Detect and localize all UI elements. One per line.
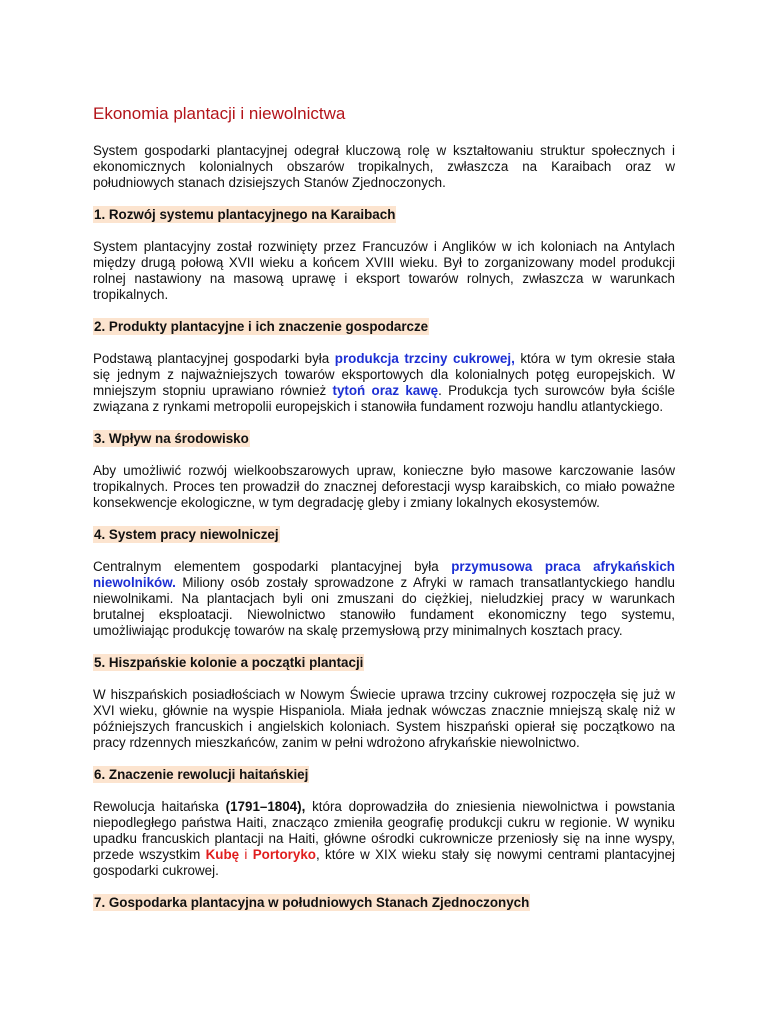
section-6-text-2: która doprowadziła do zniesienia niewolnictwa i powstania niepodległego państwa Haiti, znacząco zmieniła geografię produkcji cukru w regionie. W wyniku upadku francuskich plantacji na Haiti, główne ośrodki cukrownicze przeniosły się na inne wyspy, przede wszystkim — [93, 799, 675, 862]
section-4-text-2: Miliony osób zostały sprowadzone z Afryki w ramach transatlantyckiego handlu niewolnikami. Na plantacjach byli oni zmuszani do ciężkiej, nieludzkiej pracy w warunkach brutalnej eksploatacji. Niewolnictwo stanowiło fundament ekonomiczny tego systemu, umożliwiając produkcję towarów na skalę przemysłową przy minimalnych kosztach pracy. — [93, 575, 675, 638]
section-6-highlight-separator: i — [239, 847, 253, 862]
document-title: Ekonomia plantacji i niewolnictwa — [93, 104, 346, 123]
section-2-text-3: . Produkcja tych surowców była ściśle związana z rynkami metropolii europejskich i stanowiła fundament rozwoju handlu atlantyckiego. — [93, 383, 675, 414]
section-4-paragraph — [93, 559, 675, 639]
section-6-heading: 6. Znaczenie rewolucji haitańskiej — [94, 767, 309, 782]
section-4-text-1: Centralnym elementem gospodarki plantacyjnej była — [93, 559, 452, 574]
section-6-paragraph — [93, 799, 675, 879]
section-3-heading-row — [93, 431, 675, 447]
section-6-dates: (1791–1804), — [225, 799, 306, 814]
section-1-paragraph: System plantacyjny został rozwinięty przez Francuzów i Anglików w ich koloniach na Antylach między drugą połową XVII wieku a końcem XVIII wieku. Był to zorganizowany model produkcji rolnej nastawiony na masową uprawę i eksport towarów rolnych, zwłaszcza w warunkach tropikalnych. — [93, 239, 675, 302]
section-3-heading: 3. Wpływ na środowisko — [94, 431, 249, 446]
section-2-highlight-sugar: produkcja trzciny cukrowej, — [334, 351, 515, 366]
section-2-heading: 2. Produkty plantacyjne i ich znaczenie gospodarcze — [94, 319, 429, 334]
section-2-heading-row — [93, 319, 675, 335]
section-1-heading-row — [93, 207, 675, 223]
section-2-paragraph — [93, 351, 675, 415]
section-4-highlight-slavery: przymusowa praca afrykańskich niewolników. — [93, 559, 675, 590]
intro-paragraph: System gospodarki plantacyjnej odegrał kluczową rolę w kształtowaniu struktur społecznych i ekonomicznych kolonialnych obszarów tropikalnych, zwłaszcza na Karaibach oraz w południowych stanach dzisiejszych Stanów Zjednoczonych. — [93, 143, 675, 190]
section-6-heading-row — [93, 767, 675, 783]
document-content — [93, 104, 675, 911]
section-2-highlight-tobacco: tytoń oraz kawę — [332, 383, 439, 398]
section-7-heading: 7. Gospodarka plantacyjna w południowych Stanach Zjednoczonych — [94, 895, 530, 910]
section-1-heading: 1. Rozwój systemu plantacyjnego na Karaibach — [94, 207, 396, 222]
section-3-paragraph: Aby umożliwić rozwój wielkoobszarowych upraw, konieczne było masowe karczowanie lasów tropikalnych. Proces ten prowadził do znacznej deforestacji wysp karaibskich, co miało poważne konsekwencje ekologiczne, w tym degradację gleby i zmiany lokalnych ekosystemów. — [93, 463, 675, 510]
section-5-heading: 5. Hiszpańskie kolonie a początki plantacji — [94, 655, 364, 670]
section-6-text-3: , które w XIX wieku stały się nowymi centrami plantacyjnej gospodarki cukrowej. — [93, 847, 675, 878]
section-2-text-2: która w tym okresie stała się jednym z najważniejszych towarów eksportowych dla kolonialnych potęg europejskich. W mniejszym stopniu uprawiano również — [93, 351, 675, 398]
section-6-highlight-puerto-rico: Portoryko — [252, 847, 316, 862]
section-4-heading-row — [93, 527, 675, 543]
section-5-paragraph: W hiszpańskich posiadłościach w Nowym Świecie uprawa trzciny cukrowej rozpoczęła się już w XVI wieku, głównie na wyspie Hispaniola. Miała jednak wówczas znacznie mniejszą skalę niż w późniejszych francuskich i angielskich koloniach. System hiszpański opierał się początkowo na pracy rdzennych mieszkańców, zanim w pełni wdrożono afrykańskie niewolnictwo. — [93, 687, 675, 750]
section-4-heading: 4. System pracy niewolniczej — [94, 527, 279, 542]
section-6-text-1: Rewolucja haitańska — [93, 799, 226, 814]
section-7-heading-row — [93, 895, 675, 911]
section-6-highlight-cuba: Kubę — [205, 847, 240, 862]
section-5-heading-row — [93, 655, 675, 671]
section-2-text-1: Podstawą plantacyjnej gospodarki była — [93, 351, 335, 366]
